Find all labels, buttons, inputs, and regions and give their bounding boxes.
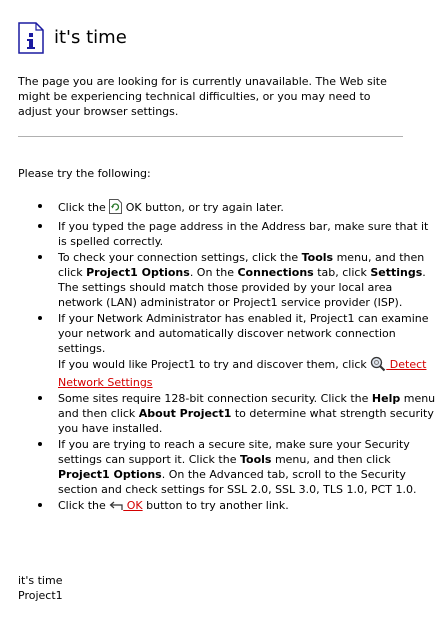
footer bbox=[18, 573, 63, 603]
detect-network-settings-link[interactable]: Detect Network Settings bbox=[58, 358, 427, 389]
settings-ref: Settings bbox=[370, 266, 423, 279]
page-header bbox=[18, 20, 127, 56]
try-heading: Please try the following: bbox=[18, 167, 151, 180]
step-text: Some sites require 128-bit connection security. Click the bbox=[58, 392, 372, 405]
step-text: To check your connection settings, click the bbox=[58, 251, 302, 264]
list-item bbox=[58, 498, 439, 516]
project-options-ref: Project1 Options bbox=[86, 266, 190, 279]
divider bbox=[18, 136, 403, 137]
step-text: If you are trying to reach a secure site, make sure your Security settings can support it. Click the bbox=[58, 438, 410, 466]
intro-text: The page you are looking for is currently unavailable. The Web site might be experiencing technical difficulties, or you may need to adjust your browser settings. bbox=[18, 75, 387, 118]
back-arrow-icon[interactable] bbox=[109, 501, 123, 516]
step-text: to determine what strength security you have installed. bbox=[58, 407, 434, 435]
step-text: Click the bbox=[58, 499, 110, 512]
project-options-ref: Project1 Options bbox=[58, 468, 162, 481]
step-text: menu, and then click bbox=[271, 453, 391, 466]
suggestion-list bbox=[22, 199, 439, 516]
footer-app-name: Project1 bbox=[18, 589, 63, 602]
connections-tab-ref: Connections bbox=[237, 266, 314, 279]
back-ok-link[interactable]: OK bbox=[123, 499, 143, 512]
step-text: menu, and then click bbox=[58, 251, 425, 279]
list-item bbox=[58, 311, 439, 390]
list-item bbox=[58, 437, 439, 497]
step-text: . The settings should match those provided by your local area network (LAN) administrator or Project1 service provider (ISP). bbox=[58, 266, 426, 309]
list-item bbox=[58, 250, 439, 310]
tools-menu-ref: Tools bbox=[239, 453, 272, 466]
step-text: If you typed the page address in the Address bar, make sure that it is spelled correctly. bbox=[58, 220, 429, 248]
help-menu-ref: Help bbox=[371, 392, 401, 405]
tools-menu-ref: Tools bbox=[301, 251, 334, 264]
info-document-icon bbox=[18, 22, 44, 54]
list-item bbox=[58, 391, 439, 436]
network-search-icon[interactable] bbox=[370, 356, 386, 375]
step-text: tab, click bbox=[313, 266, 371, 279]
list-item bbox=[58, 199, 439, 218]
step-text: button to try another link. bbox=[142, 499, 289, 512]
step-text: . On the Advanced tab, scroll to the Security section and check settings for SSL 2.0, SSL 3.0, TLS 1.0, PCT 1.0. bbox=[58, 468, 417, 496]
step-text: menu and then click bbox=[58, 392, 436, 420]
step-text: If your Network Administrator has enabled it, Project1 can examine your network and automatically discover network connection settings. bbox=[58, 312, 429, 355]
step-text: OK button, or try again later. bbox=[122, 201, 284, 214]
page-title: it's time bbox=[54, 27, 127, 48]
step-text: . On the bbox=[189, 266, 238, 279]
footer-title: it's time bbox=[18, 574, 63, 587]
about-ref: About Project1 bbox=[138, 407, 232, 420]
refresh-page-icon[interactable] bbox=[109, 199, 122, 218]
step-text: If you would like Project1 to try and discover them, click bbox=[58, 358, 371, 371]
list-item bbox=[58, 219, 439, 249]
step-text: Click the bbox=[58, 201, 110, 214]
